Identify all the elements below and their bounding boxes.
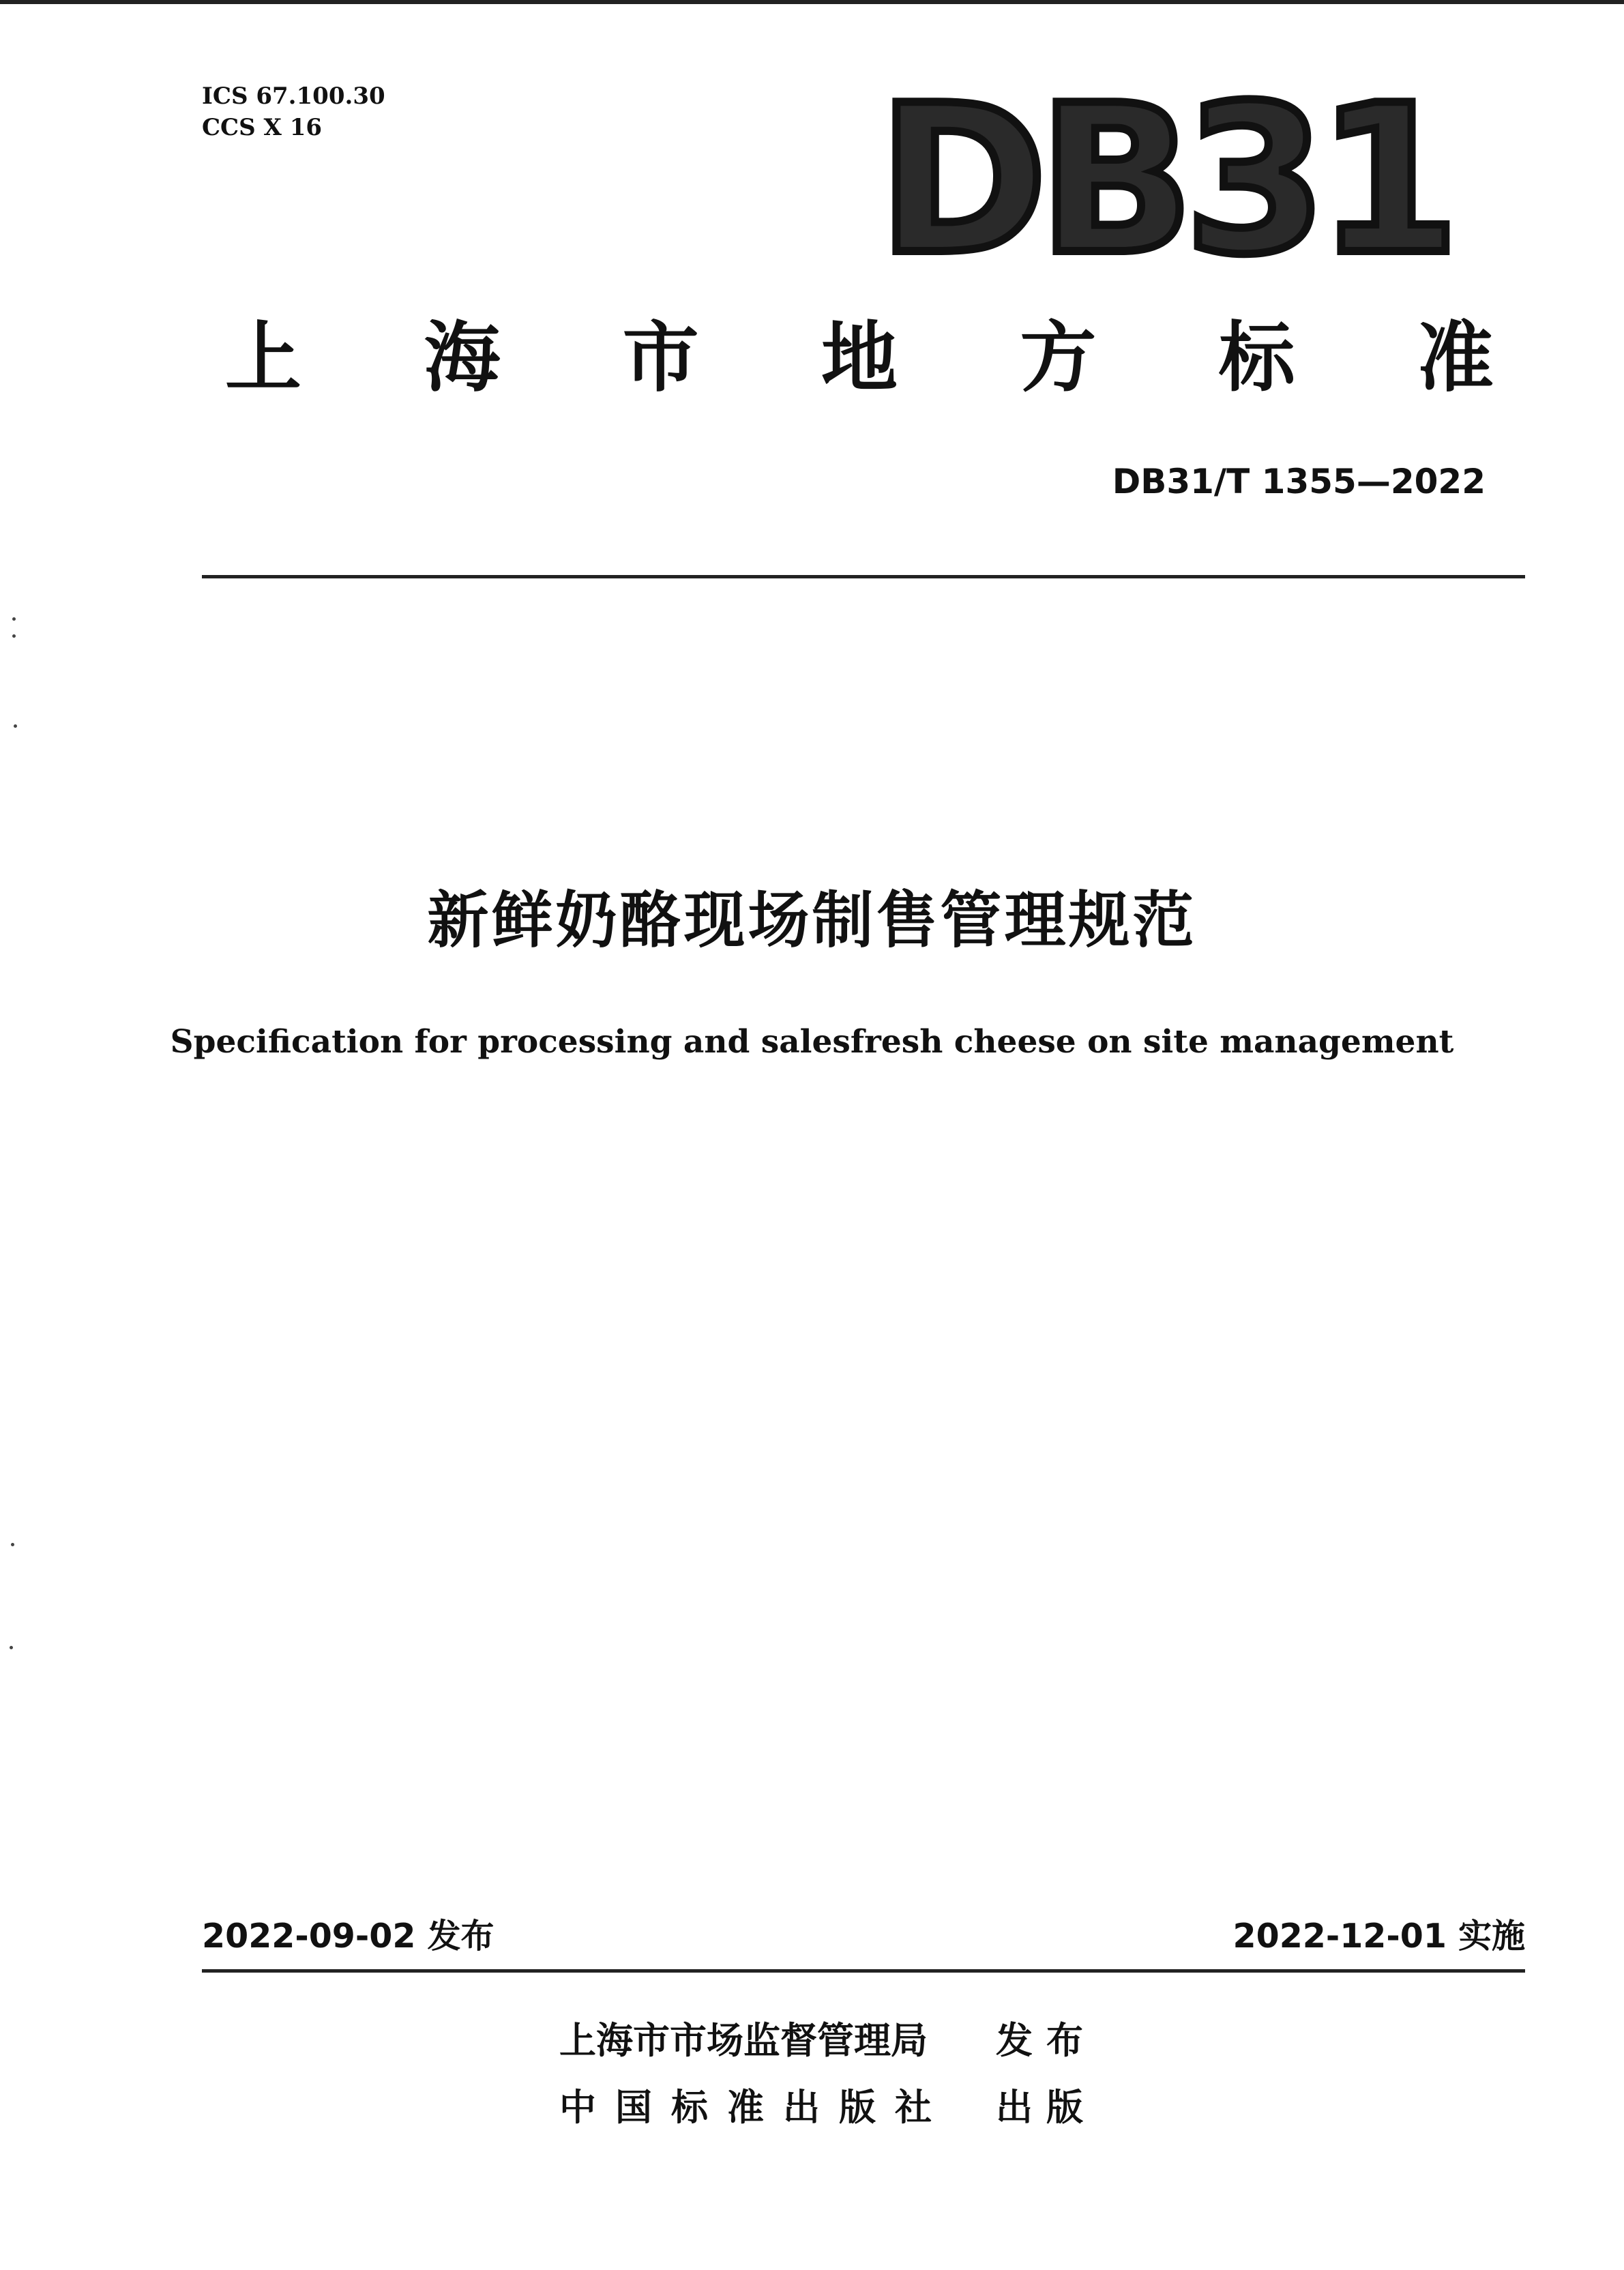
standard-type-char: 海 bbox=[424, 314, 501, 402]
scan-speck bbox=[14, 724, 17, 728]
publisher-row bbox=[559, 2084, 1097, 2132]
standard-type-char: 方 bbox=[1020, 314, 1097, 402]
publisher-name: 上海市市场监督管理局 bbox=[559, 2019, 928, 2062]
top-border-rule bbox=[0, 0, 1624, 4]
ics-code: ICS 67.100.30 bbox=[202, 83, 385, 110]
standard-type-char: 市 bbox=[622, 314, 699, 402]
scan-speck bbox=[12, 634, 16, 638]
document-title-english: Specification for processing and salesfresh cheese on site management bbox=[170, 1023, 1454, 1061]
db31-logo: DB31 bbox=[877, 61, 1450, 299]
publisher-role: 出版 bbox=[996, 2086, 1097, 2129]
standard-number: DB31/T 1355—2022 bbox=[1112, 462, 1486, 501]
standard-type-char: 地 bbox=[821, 314, 898, 402]
publisher-row bbox=[559, 2017, 1097, 2065]
publisher-role: 发布 bbox=[996, 2019, 1097, 2062]
standard-type-char: 标 bbox=[1218, 314, 1295, 402]
issue-date: 2022-09-02 发布 bbox=[202, 1917, 494, 1956]
publisher-name: 中国标准出版社 bbox=[559, 2086, 951, 2129]
document-title-chinese: 新鲜奶酪现场制售管理规范 bbox=[427, 885, 1197, 956]
ccs-code: CCS X 16 bbox=[202, 114, 323, 141]
upper-divider bbox=[202, 575, 1525, 578]
standard-type-heading bbox=[225, 314, 1494, 402]
scan-speck bbox=[12, 617, 16, 621]
scan-speck bbox=[10, 1646, 13, 1649]
implementation-date: 2022-12-01 实施 bbox=[1232, 1917, 1525, 1956]
scan-speck bbox=[11, 1543, 14, 1546]
standard-type-char: 准 bbox=[1417, 314, 1494, 402]
lower-divider bbox=[202, 1969, 1525, 1973]
classification-codes bbox=[202, 80, 385, 143]
standard-type-char: 上 bbox=[225, 314, 301, 402]
